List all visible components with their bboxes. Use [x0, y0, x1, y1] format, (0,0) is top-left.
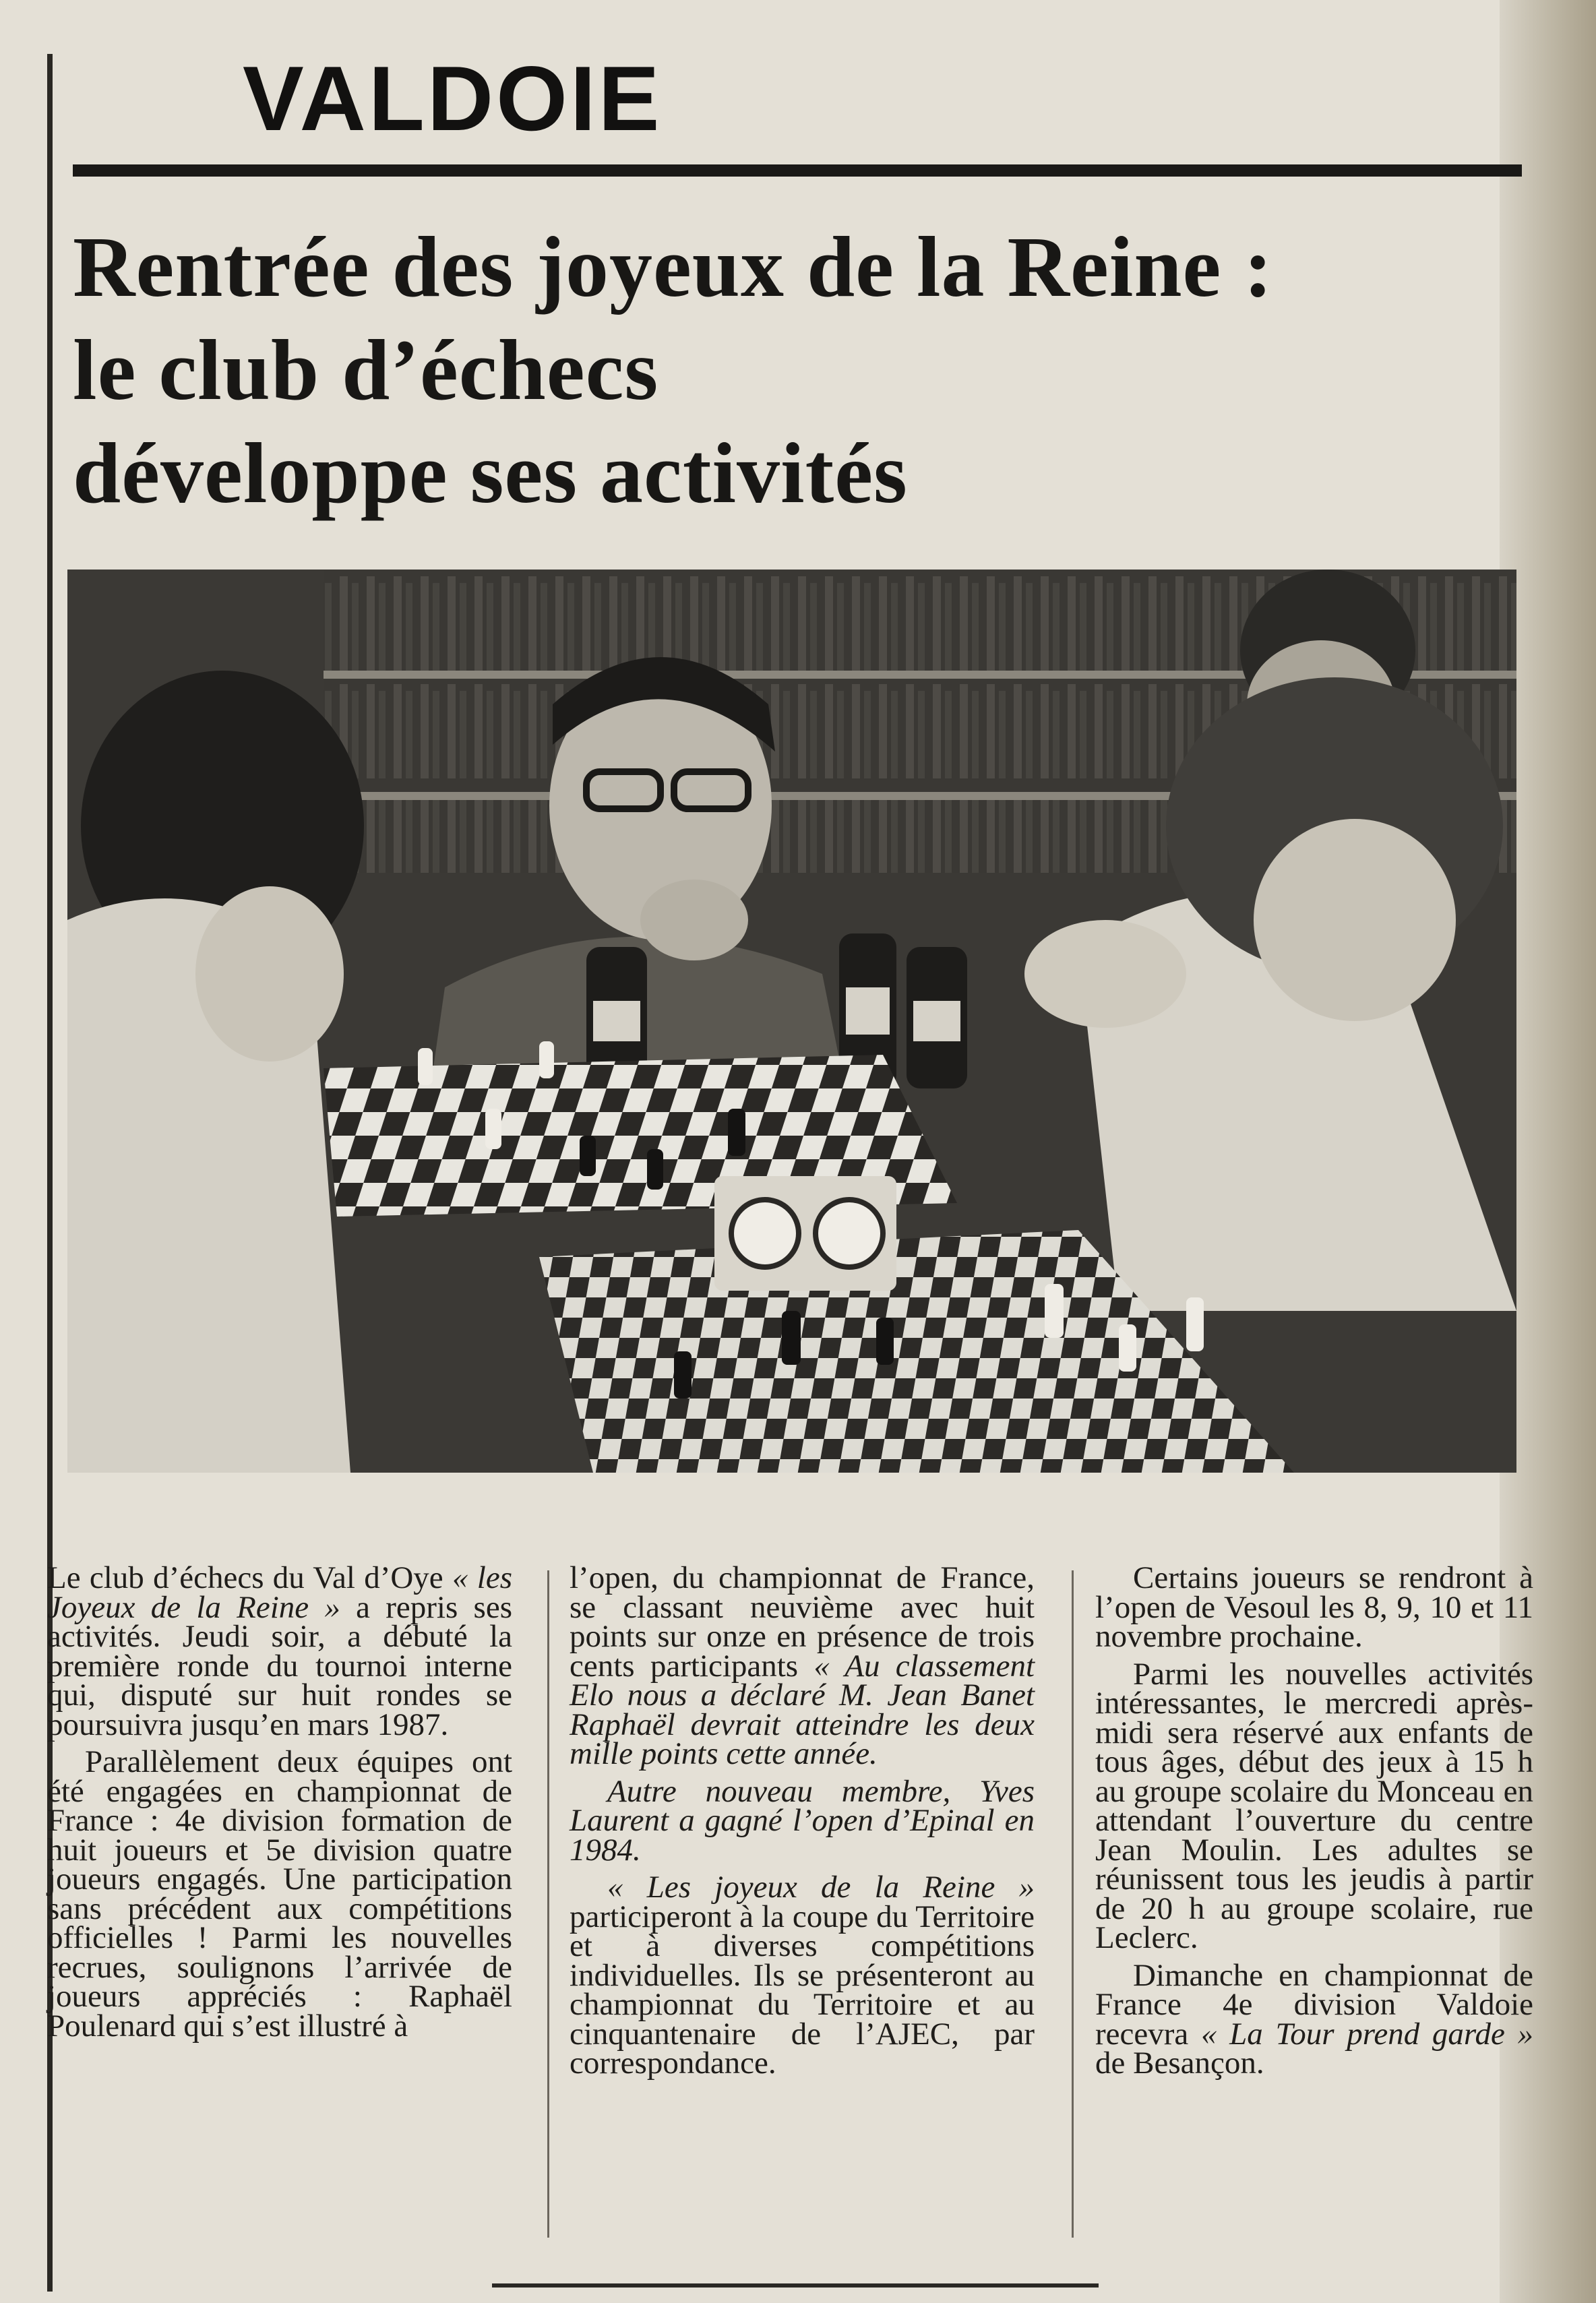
quote: Autre nouveau membre, Yves Laurent a gagné l’open d’Epinal en 1984. [570, 1773, 1035, 1868]
team-name: « La Tour prend garde » [1200, 2016, 1533, 2052]
section-title: VALDOIE [243, 47, 663, 150]
header-rule [73, 164, 1522, 177]
text-run: l’open, du championnat de France, se classant neuvième avec huit points sur onze en présence de trois cents participants [570, 1560, 1035, 1684]
headline [73, 216, 1522, 525]
paragraph: Parmi les nouvelles activités intéressantes, le mercredi après-midi sera réservé aux enfants de tous âges, début des jeux à 15 h au groupe scolaire du Monceau en attendant l’ouverture du centre Jean Moulin. Les adultes se réunissent tous les jeudis à partir de 20 h au groupe scolaire, rue Leclerc. [1095, 1656, 1533, 1955]
column-divider [547, 1570, 549, 2238]
article-body [47, 1560, 1533, 2238]
footer-rule [492, 2283, 1099, 2287]
paragraph [47, 1560, 512, 1742]
paragraph [570, 1560, 1035, 1771]
paragraph: Parallèlement deux équipes ont été engagées en championnat de France : 4e division formation de huit joueurs et 5e division quatre joueurs engagés. Une participation sans précédent aux compétitions officielles ! Parmi les nouvelles recrues, soulignons l’arrivée de joueurs appréciés : Raphaël Poulenard qui s’est illustré à [47, 1744, 512, 2044]
column-2 [570, 1560, 1035, 2081]
text-run: a repris ses activités. Jeudi soir, a débuté la première ronde du tournoi interne qui, disputé sur huit rondes se poursuivra jusqu’en mars 1987. [47, 1589, 512, 1742]
column-1 [47, 1560, 512, 2044]
paragraph [570, 1870, 1035, 2081]
paragraph [570, 1773, 1035, 1868]
text-run: Le club d’échecs du Val d’Oye [47, 1560, 452, 1595]
column-divider [1072, 1570, 1074, 2238]
headline-line-2: le club d’échecs [73, 322, 659, 418]
club-name: « les Joyeux de la Reine » [47, 1560, 512, 1625]
text-run: participeront à la coupe du Territoire et à diverses compétitions individuelles. Ils se présenteront au championnat du Territoire et au cinquantenaire de l’AJEC, par correspondance. [570, 1899, 1035, 2081]
chess-players-photo [67, 570, 1516, 1473]
club-name: « Les joyeux de la Reine » [607, 1870, 1035, 1905]
text-run: de Besançon. [1095, 2046, 1264, 2081]
quote: « Au classement Elo nous a déclaré M. Jean Banet Raphaël devrait atteindre les deux mille points cette année. [570, 1648, 1035, 1771]
headline-line-3: développe ses activités [73, 425, 908, 521]
paragraph: Certains joueurs se rendront à l’open de Vesoul les 8, 9, 10 et 11 novembre prochaine. [1095, 1560, 1533, 1654]
headline-line-1: Rentrée des joyeux de la Reine : [73, 219, 1273, 315]
text-run: Dimanche en championnat de France 4e division Valdoie recevra [1095, 1957, 1533, 2052]
paragraph [1095, 1957, 1533, 2081]
column-3 [1095, 1560, 1533, 2081]
